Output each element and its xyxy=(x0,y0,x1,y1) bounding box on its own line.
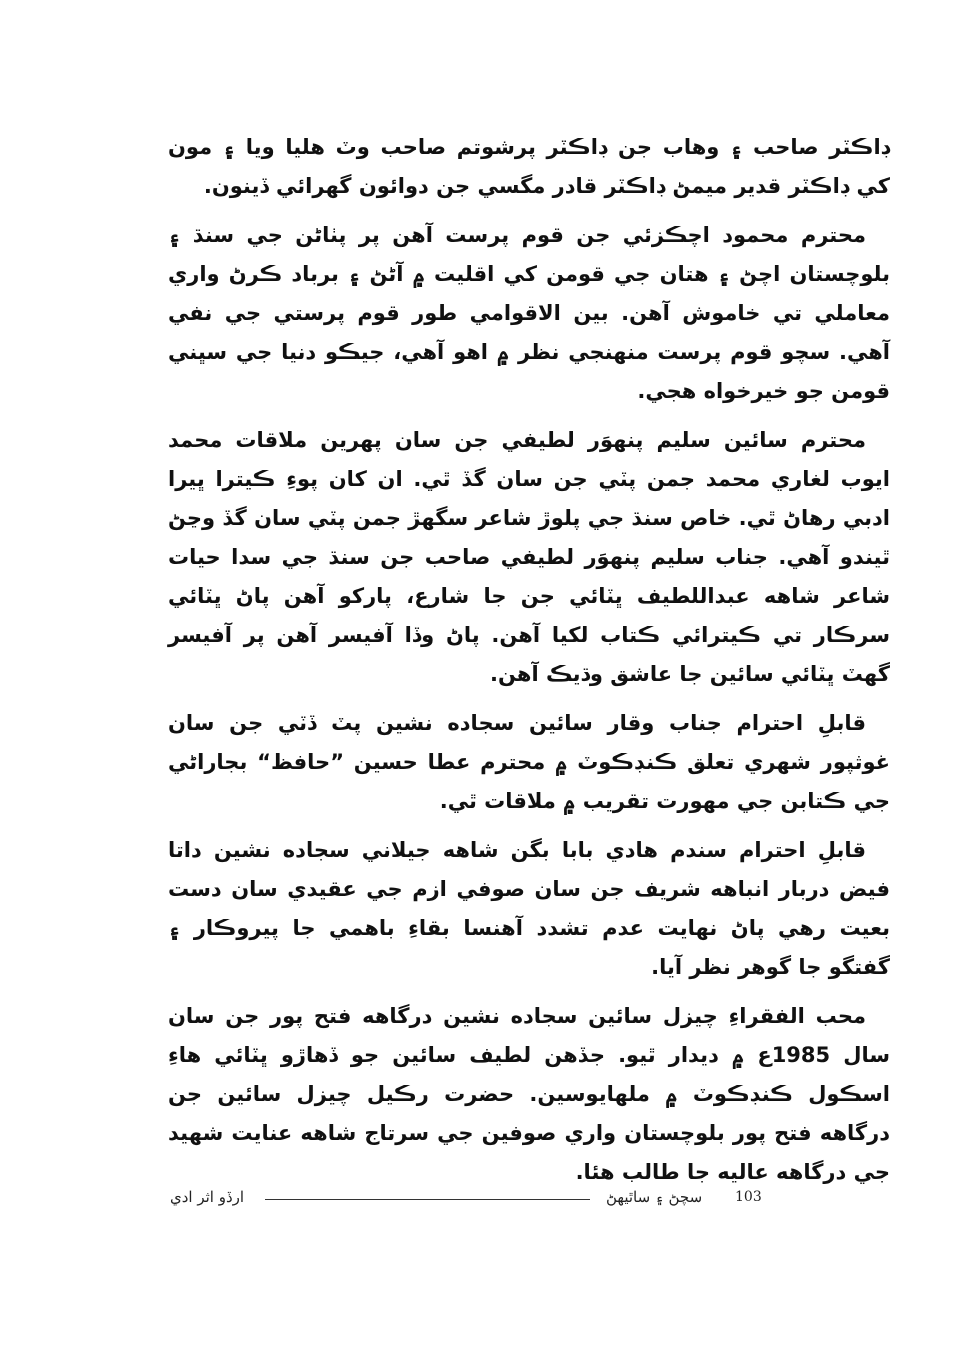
paragraph-5: قابلِ احترام سندم هادي بابا بگن شاهه جيلاني سجاده نشين داتا فيض دربار انباهه شريف جن سان صوفي ازم جي عقيدي سان دست بعيت رهي پاڻ نهايت عدم تشدد آهنسا بقاءِ باهمي جا پيروڪار ۽ گفتگو جا گوهر نظر آيا. xyxy=(168,838,890,979)
paragraph-3: محترم سائين سليم پنهوَر لطيفي جن سان پهرين ملاقات محمد ايوب لغاري محمد جمن پٽي جن سان گڏ ٿي. ان کان پوءِ ڪيترا ڀيرا ادبي رهاڻ ٿي. خاص سنڌ جي پلوڙ شاعر سگهڙ جمن پٽي سان گڏ وڃڻ ٿيندو آهي. جناب سليم پنهوَر لطيفي صاحب جن سنڌ جي سدا حيات شاعر شاهه عبداللطيف ڀٽائي جن جا شارع، پارکو آهن پاڻ ڀٽائي سرڪار تي ڪيترائي ڪتاب لکيا آهن. پاڻ وڏا آفيسر آهن پر آفيسر گهٽ ڀٽائي سائين جا عاشق وڌيڪ آهن. xyxy=(168,428,890,686)
footer-book-title: ارڏو اثر ادي xyxy=(170,1188,245,1206)
paragraph-1: ڊاڪٽر صاحب ۽ وهاب جن ڊاڪٽر پرشوتم صاحب وٽ هليا ويا ۽ مون کي ڊاڪٽر قدير ميمڻ ڊاڪٽر قادر مگسي جن دوائون گهرائي ڏينون. xyxy=(168,135,890,198)
paragraph-6: محب الفقراءِ چيزل سائين سجاده نشين درگاهه فتح پور جن سان سال 1985ع ۾ ديدار ٿيو. جڏهن لطيف سائين جو ڏهاڙو ڀٽائي هاءِ اسڪول ڪنڊڪوٽ ۾ ملهايوسين. حضرت رڪيل چيزل سائين جن درگاهه فتح پور بلوچستان واري صوفين جي سرتاج شاهه عنايت شهيد جي درگاهه عاليه جا طالب هئا. xyxy=(168,1004,890,1184)
body-text xyxy=(168,128,890,1202)
paragraph-2: محترم محمود اچڪزئي جن قوم پرست آهن پر پٺاڻن جي سنڌ ۽ بلوچستان اچڻ ۽ هتان جي قومن کي اقليت ۾ آڻڻ ۽ برباد ڪرڻ واري معاملي تي خاموش آهن. بين الاقوامي طور قوم پرستي جي نفي آهي. سچو قوم پرست منهنجي نظر ۾ اهو آهي، جيڪو دنيا جي سڀني قومن جو خيرخواه هجي. xyxy=(168,223,890,403)
page-footer xyxy=(170,1184,770,1214)
paragraph-4: قابلِ احترام جناب وقار سائين سجاده نشين پٽ ڏٽي جن سان غوثپور شهري تعلق ڪنڊڪوٽ ۾ محترم عطا حسين ”حافظ“ بجاراڻي جي ڪتابن جي مهورت تقريب ۾ ملاقات ٿي. xyxy=(168,711,890,813)
footer-chapter-title: سچڻ ۽ ساٿيهڻ xyxy=(606,1188,703,1206)
page-number: 103 xyxy=(735,1189,762,1205)
footer-divider xyxy=(265,1199,590,1200)
